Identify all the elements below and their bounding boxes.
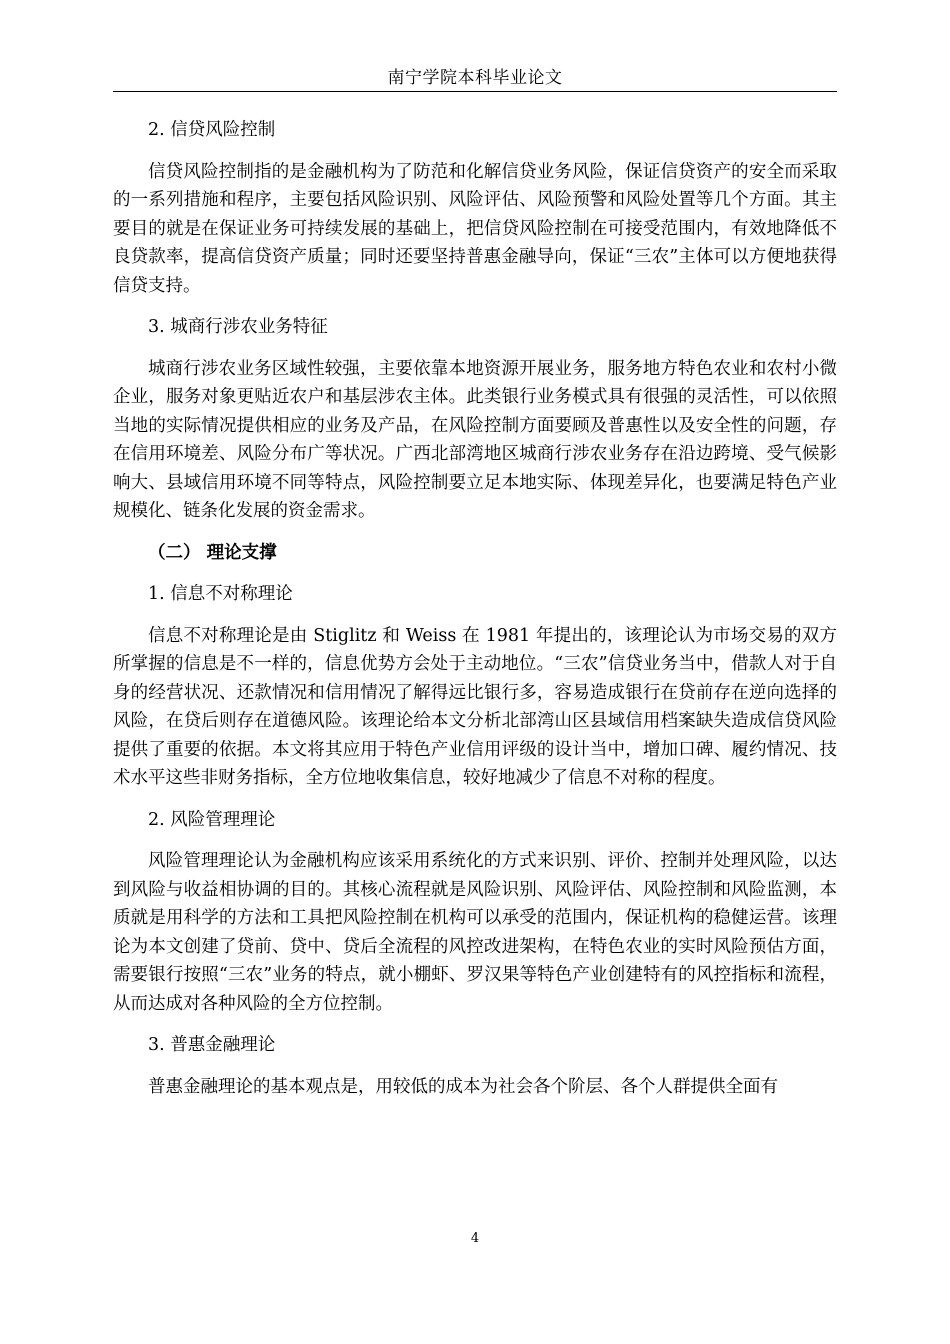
paragraph-inclusive-finance: 普惠金融理论的基本观点是，用较低的成本为社会各个阶层、各个人群提供全面有 — [148, 1076, 778, 1097]
page-header: 南宁学院本科毕业论文 — [387, 68, 563, 88]
heading-risk-management: 2. 风险管理理论 — [148, 809, 276, 830]
heading-credit-risk-control: 2. 信贷风险控制 — [148, 120, 276, 140]
paragraph-info-asymmetry: 信息不对称理论是由 Stiglitz 和 Weiss 在 1981 年提出的，该理论认为市场交易的双方所掌握的信息是不一样的，信息优势方会处于主动地位。“三农”信贷业务当中，借款人对于自身的经营状况、还款情况和信用情况了解得远比银行多，容易造成银行在贷前存在逆向选择的风险，在贷后则存在道德风险。该理论给本文分析北部湾山区县域信用档案缺失造成信贷风险提供了重要的依据。本文将其应用于特色产业信用评级的设计当中，增加口碑、履约情况、技术水平这些非财务指标，全方位地收集信息，较好地减少了信息不对称的程度。 — [113, 625, 837, 788]
heading-info-asymmetry: 1. 信息不对称理论 — [148, 584, 293, 604]
page-body — [113, 116, 837, 1101]
heading-theoretical-support: （二） 理论支撑 — [148, 542, 277, 563]
page-number: 4 — [470, 1231, 480, 1246]
heading-city-bank-agri: 3. 城商行涉农业务特征 — [148, 317, 328, 337]
paragraph-risk-management: 风险管理理论认为金融机构应该采用系统化的方式来识别、评价、控制并处理风险，以达到风险与收益相协调的目的。其核心流程就是风险识别、风险评估、风险控制和风险监测，本质就是用科学的方法和工具把风险控制在机构可以承受的范围内，保证机构的稳健运营。该理论为本文创建了贷前、贷中、贷后全流程的风控改进架构，在特色农业的实时风险预估方面，需要银行按照“三农”业务的特点，就小棚虾、罗汉果等特色产业创建特有的风控指标和流程，从而达成对各种风险的全方位控制。 — [113, 851, 837, 1014]
heading-inclusive-finance: 3. 普惠金融理论 — [148, 1035, 276, 1055]
header-rule — [113, 91, 837, 92]
paragraph-credit-risk-control: 信贷风险控制指的是金融机构为了防范和化解信贷业务风险，保证信贷资产的安全而采取的一系列措施和程序，主要包括风险识别、风险评估、风险预警和风险处置等几个方面。其主要目的就是在保证业务可持续发展的基础上，把信贷风险控制在可接受范围内，有效地降低不良贷款率，提高信贷资产质量；同时还要坚持普惠金融导向，保证“三农”主体可以方便地获得信贷支持。 — [113, 161, 837, 296]
paragraph-city-bank-agri: 城商行涉农业务区域性较强，主要依靠本地资源开展业务，服务地方特色农业和农村小微企业，服务对象更贴近农户和基层涉农主体。此类银行业务模式具有很强的灵活性，可以依照当地的实际情况提供相应的业务及产品，在风险控制方面要顾及普惠性以及安全性的问题，存在信用环境差、风险分布广等状况。广西北部湾地区城商行涉农业务存在沿边跨境、受气候影响大、县域信用环境不同等特点，风险控制要立足本地实际、体现差异化，也要满足特色产业规模化、链条化发展的资金需求。 — [113, 358, 837, 521]
